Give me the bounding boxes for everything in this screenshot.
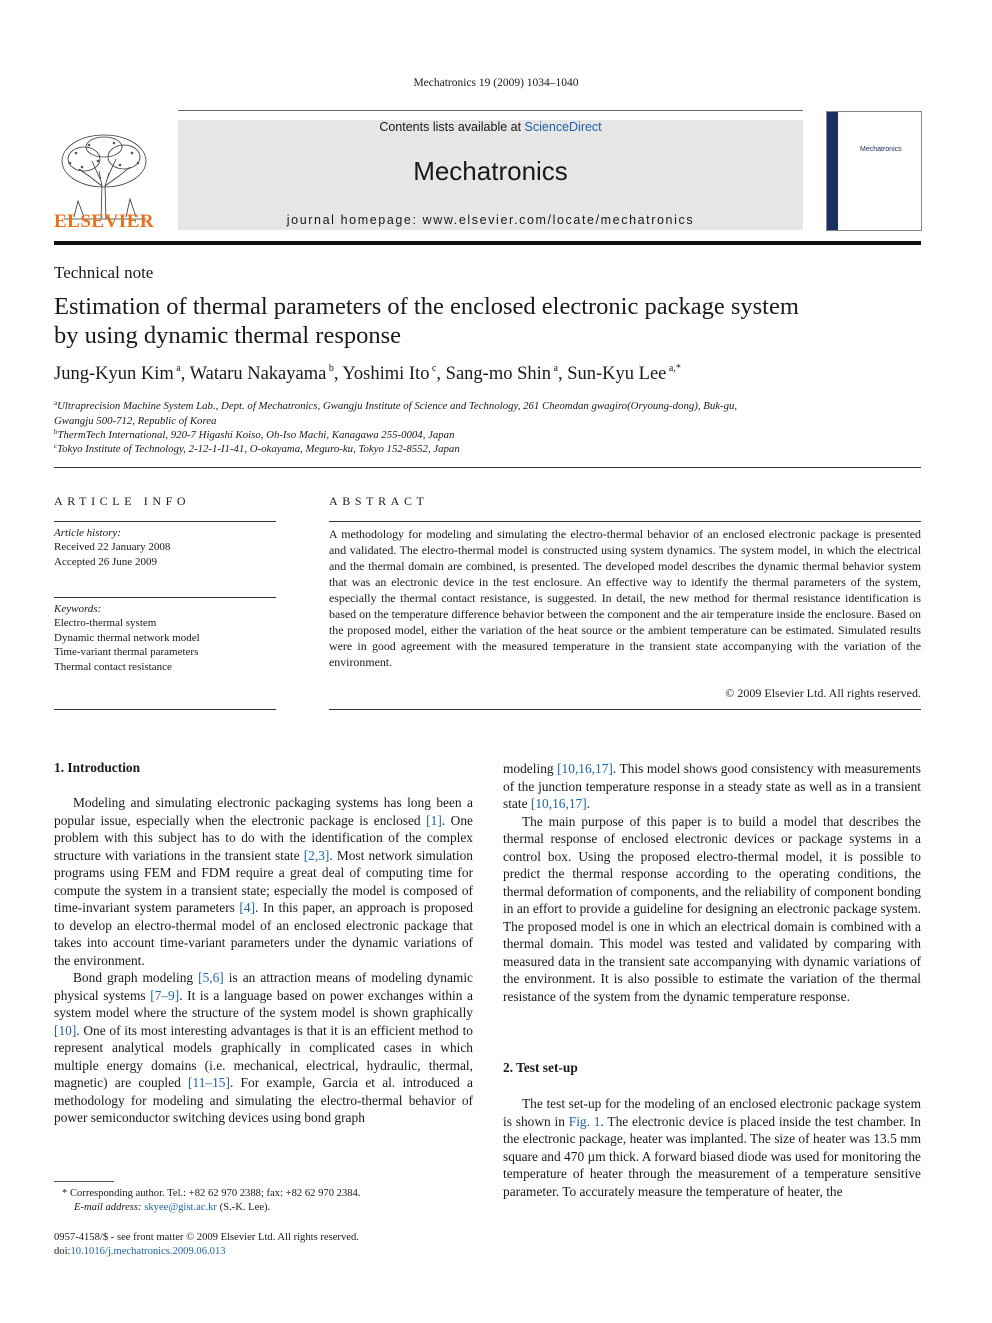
accepted-date: Accepted 26 June 2009 bbox=[54, 555, 157, 568]
elsevier-wordmark: ELSEVIER bbox=[54, 211, 155, 232]
left-column bbox=[54, 794, 473, 1127]
doi-line bbox=[54, 1245, 474, 1259]
author-name: Sang-mo Shin bbox=[445, 364, 552, 384]
reference-link[interactable]: [10,16,17] bbox=[557, 761, 613, 776]
reference-link[interactable]: [2,3] bbox=[303, 847, 330, 863]
reference-link[interactable]: [11–15] bbox=[188, 1075, 230, 1090]
title-line-1: Estimation of thermal parameters of the enclosed electronic package system bbox=[54, 293, 799, 320]
author-separator: , bbox=[436, 364, 446, 384]
reference-link[interactable]: Fig. 1 bbox=[568, 1113, 601, 1129]
paragraph-text: Bond graph modeling bbox=[73, 970, 199, 985]
received-date: Received 22 January 2008 bbox=[54, 541, 171, 554]
keyword-item: Dynamic thermal network model bbox=[54, 631, 200, 644]
reference-link[interactable]: [1] bbox=[426, 812, 442, 828]
author-separator: , bbox=[557, 364, 568, 384]
corresponding-author-note bbox=[54, 1187, 482, 1215]
reference-link[interactable]: [7–9] bbox=[150, 987, 180, 1003]
author-affiliation-mark[interactable]: a bbox=[551, 363, 558, 374]
author-affiliation-mark[interactable]: b bbox=[326, 363, 334, 374]
paragraph-text: The test set-up for the modeling of an enclosed electronic package system is shown in bbox=[503, 1096, 921, 1129]
abstract-heading: ABSTRACT bbox=[329, 494, 429, 508]
author-name: Sun-Kyu Lee bbox=[567, 364, 667, 384]
section-2-heading: 2. Test set-up bbox=[503, 1060, 578, 1075]
affiliation-rule bbox=[54, 467, 921, 468]
email-link[interactable]: skyee@gist.ac.kr bbox=[144, 1202, 217, 1213]
author-affiliation-mark[interactable]: a,* bbox=[666, 363, 681, 374]
abstract-rule bbox=[329, 521, 921, 522]
author-name: Yoshimi Ito bbox=[342, 364, 430, 384]
corresponding-author: * Corresponding author. Tel.: +82 62 970 2388; fax: +82 62 970 2384. bbox=[62, 1188, 361, 1199]
setup-paragraph-1 bbox=[503, 1095, 921, 1200]
paragraph-text: . One problem with this subject has to do with the identification of the complex structure with variations in the transient state bbox=[54, 812, 473, 863]
keyword-item: Thermal contact resistance bbox=[54, 660, 172, 673]
reference-link[interactable]: [10] bbox=[54, 1022, 77, 1038]
footnote-rule bbox=[54, 1181, 114, 1182]
front-matter-note bbox=[54, 1231, 474, 1259]
article-info-bottom-rule bbox=[54, 709, 276, 710]
affiliation-c: $^c$Tokyo Institute of Technology, 2-12-1-I1-41, O-okayama, Meguro-ku, Tokyo 152-8552, Japan bbox=[54, 442, 460, 455]
keywords-block bbox=[54, 602, 276, 674]
paragraph-text: . bbox=[586, 796, 591, 811]
author-separator: , bbox=[333, 364, 343, 384]
journal-title: Mechatronics bbox=[413, 156, 568, 186]
paragraph-text: Modeling and simulating electronic packaging systems has long been a popular issue, especially when the electronic package is enclosed bbox=[54, 795, 473, 828]
author-affiliation-mark[interactable]: a bbox=[173, 363, 181, 374]
right-column-sec2 bbox=[503, 1095, 921, 1200]
title-line-2: by using dynamic thermal response bbox=[54, 322, 402, 349]
paragraph-text: . In this paper, an approach is proposed to develop an electro-thermal model of an enclosed electronic package that takes into account time-variant parameters under the dynamic variations of the environment. bbox=[54, 900, 473, 968]
author-name: Jung-Kyun Kim bbox=[54, 364, 174, 384]
cover-title: Mechatronics bbox=[860, 146, 902, 153]
keyword-item: Electro-thermal system bbox=[54, 617, 157, 630]
journal-citation: Mechatronics 19 (2009) 1034–1040 bbox=[413, 77, 579, 89]
affiliation-b: $^b$ThermTech International, 920-7 Higashi Koiso, Oh-Iso Machi, Kanagawa 255-0004, Japan bbox=[54, 428, 455, 441]
doi-link[interactable]: 10.1016/j.mechatronics.2009.06.013 bbox=[70, 1246, 226, 1257]
doi-label: doi: bbox=[54, 1246, 71, 1257]
issn-line: 0957-4158/$ - see front matter © 2009 Elsevier Ltd. All rights reserved. bbox=[54, 1232, 359, 1243]
email-suffix: (S.-K. Lee). bbox=[216, 1202, 271, 1213]
author-separator: , bbox=[180, 364, 190, 384]
reference-link[interactable]: [10,16,17] bbox=[530, 796, 587, 811]
paragraph-text: . Most network simulation programs using FEM and FDM require a great deal of computing time for compute the system in a transient state; especially the model is composed of time-invariant system parameters bbox=[54, 847, 473, 915]
article-history bbox=[54, 526, 276, 569]
keyword-item: Time-variant thermal parameters bbox=[54, 646, 199, 659]
paragraph-text: . This model shows good consistency with measurements of the junction temperature response in a steady state as well as in a transient state bbox=[503, 761, 921, 811]
paragraph-text: The main purpose of this paper is to build a model that describes the thermal response of enclosed electronic devices or package systems in a control box. Using the proposed electro-thermal model, it is possible to predict the thermal response according to the operating conditions, the thermal deformation of components, and the reliability of component bonding in an effort to provide a guideline for designing an electronic package system. The proposed model is one in which an electrical domain is combined with a thermal domain. This model was tested and validated by comparing with measured data in the transient sate accompanying with dynamic variations of the environment. It is also possible to estimate the variation of the thermal resistance of the system from the dynamic temperature response. bbox=[503, 813, 921, 1004]
header-bottom-rule bbox=[54, 241, 921, 245]
cover-color-strip bbox=[827, 112, 838, 230]
abstract-text: A methodology for modeling and simulating the electro-thermal behavior of an enclosed electronic package is presented and validated. The electro-thermal model is constructed using system dynamics. The system model, in which the electrical and the thermal domain are combined, is presented. The developed model describes the dynamic thermal behavior system that was an electronic device in the test enclosure. An effective way to identify the thermal parameters of the system, especially the thermal contact resistance, is suggested. In detail, the new method for thermal resistance identification is based on the temperature difference behavior between the component and the air temperature inside the enclosure. Based on the proposed model, either the variation of the heat source or the ambient temperature can be estimated. Simulated results were in good agreement with the measured temperature in the transient state accompanying with the variation of the environment. bbox=[329, 527, 921, 669]
section-1-heading: 1. Introduction bbox=[54, 760, 141, 775]
email-line bbox=[62, 1201, 482, 1215]
journal-cover-thumbnail bbox=[826, 111, 922, 231]
keywords-label: Keywords: bbox=[54, 603, 102, 615]
paragraph-text: modeling bbox=[503, 761, 558, 776]
email-label: E-mail address: bbox=[74, 1202, 145, 1213]
contents-prefix: Contents lists available at bbox=[379, 120, 525, 134]
article-info-heading: ARTICLE INFO bbox=[54, 494, 191, 508]
reference-link[interactable]: [4] bbox=[239, 900, 256, 915]
affiliation-a: $^a$Ultraprecision Machine System Lab., Dept. of Mechatronics, Gwangju Institute of Science and Technology, 261 Cheomdan gwagiro(Oryoung-dong), Buk-gu, Gwangju 500-712, Republic of Korea bbox=[54, 399, 738, 427]
contents-line bbox=[178, 120, 803, 134]
author-affiliation-mark[interactable]: c bbox=[429, 363, 437, 374]
author-list bbox=[54, 363, 934, 385]
author-name: Wataru Nakayama bbox=[189, 364, 327, 384]
paragraph-text: . It is a language based on power exchanges within a system model where the structure of the system model is shown graphically bbox=[54, 987, 473, 1020]
paragraph-text: . One of its most interesting advantages is that it is an efficient method to represent analytical models graphically in complicated cases in which multiple energy domains (i.e. mechanical, electrical, hydraulic, thermal, magnetic) are coupled bbox=[54, 1022, 473, 1090]
article-title bbox=[54, 292, 914, 350]
paragraph-text: . For example, Garcia et al. introduced a methodology for modeling and simulating the electro-thermal behavior of power semiconductor switching devices using bond graph bbox=[54, 1075, 473, 1125]
history-label: Article history: bbox=[54, 527, 121, 539]
intro-paragraph-1 bbox=[54, 794, 473, 969]
paragraph-text: . The electronic device is placed inside the test chamber. In the electronic package, heater was implanted. The size of heater was 13.5 mm square and 470 µm thick. A forward biased diode was used for monitoring the temperature of heater through the measurement of a temperature sensitive parameter. To accurately measure the temperature of heater, the bbox=[503, 1113, 921, 1199]
paragraph-text: is an attraction means of modeling dynamic physical systems bbox=[54, 970, 473, 1003]
intro-paragraph-3 bbox=[503, 760, 921, 813]
right-column bbox=[503, 760, 921, 1005]
intro-paragraph-2 bbox=[54, 969, 473, 1127]
abstract-copyright: © 2009 Elsevier Ltd. All rights reserved. bbox=[725, 686, 921, 700]
article-type: Technical note bbox=[54, 263, 154, 282]
abstract-bottom-rule bbox=[329, 709, 921, 710]
header-top-rule bbox=[178, 110, 803, 111]
article-info-rule bbox=[54, 521, 276, 522]
sciencedirect-link[interactable]: ScienceDirect bbox=[524, 120, 602, 134]
journal-homepage[interactable]: journal homepage: www.elsevier.com/locate/mechatronics bbox=[286, 213, 695, 227]
keywords-rule bbox=[54, 597, 276, 598]
intro-paragraph-4 bbox=[503, 813, 921, 1006]
reference-link[interactable]: [5,6] bbox=[198, 970, 224, 985]
